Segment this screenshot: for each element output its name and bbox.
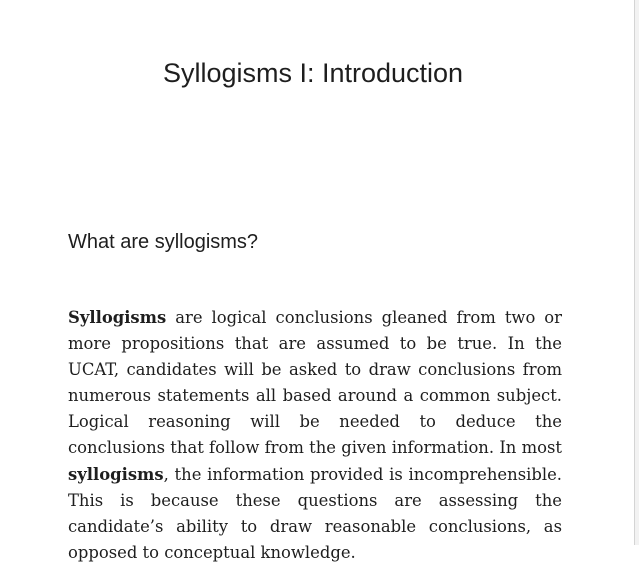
- section-heading: What are syllogisms?: [68, 231, 259, 253]
- bold-term-syllogisms: Syllogisms: [68, 308, 167, 327]
- body-paragraph: [68, 305, 562, 566]
- bold-term-syllogisms-2: syllogisms: [68, 464, 164, 484]
- paragraph-text-part-2: , the information provided is incomprehensible. This is because these questions are assessing the candidate’s ability to draw reasonable conclusions, as opposed to conceptual knowledge.: [68, 464, 562, 562]
- paragraph-text-part-1: are logical conclusions gleaned from two or more propositions that are assumed to be true. In the UCAT, candidates will be asked to draw conclusions from numerous statements all based around a common subject. Logical reasoning will be needed to deduce the conclusions that follow from the given information. In most: [68, 308, 562, 458]
- viewer-gutter: [635, 0, 639, 545]
- page-title: Syllogisms I: Introduction: [162, 58, 464, 88]
